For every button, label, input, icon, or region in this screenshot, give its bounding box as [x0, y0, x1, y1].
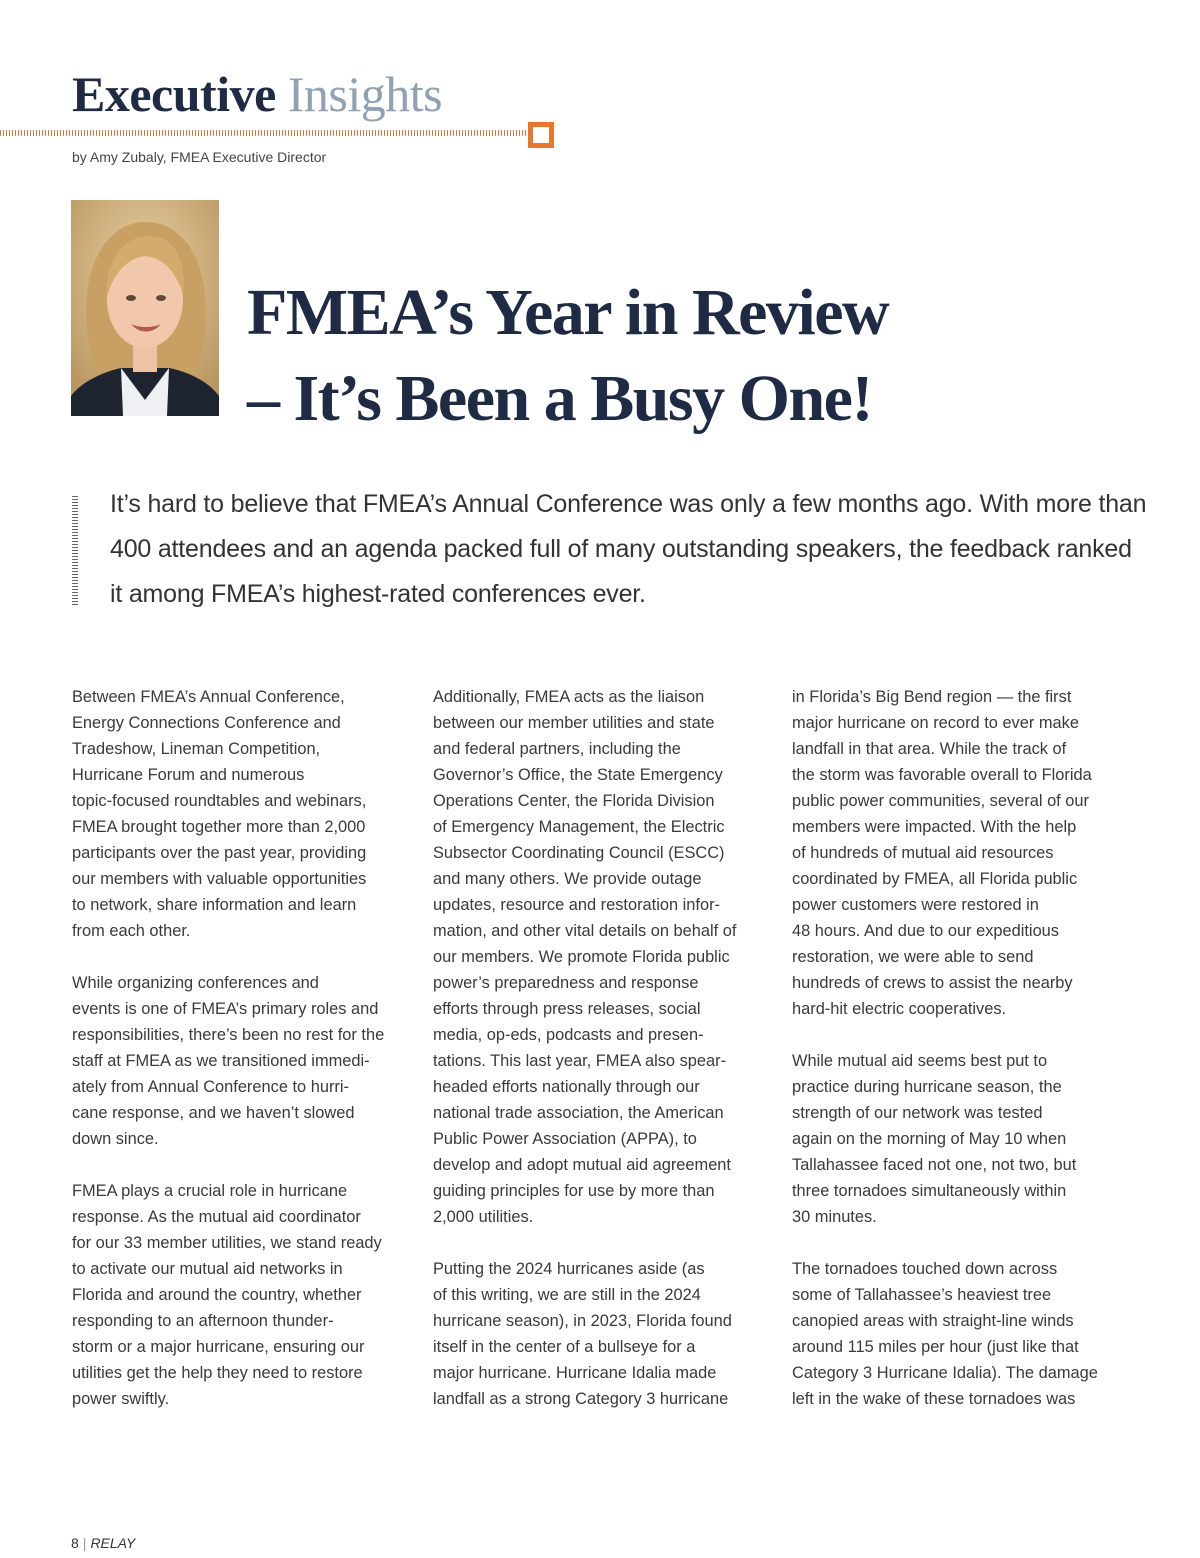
text-line: utilities get the help they need to restore [72, 1364, 363, 1382]
text-line: efforts through press releases, social [433, 1000, 701, 1018]
text-line: Additionally, FMEA acts as the liaison [433, 688, 705, 706]
text-line: topic-focused roundtables and webinars, [72, 792, 367, 810]
text-line: power’s preparedness and response [433, 974, 699, 992]
text-line: Between FMEA’s Annual Conference, [72, 688, 345, 706]
body-column-1 [72, 684, 417, 1438]
text-line: FMEA brought together more than 2,000 [72, 818, 366, 836]
text-line: landfall in that area. While the track of [792, 740, 1067, 758]
text-line: 30 minutes. [792, 1208, 877, 1226]
text-line: responsibilities, there’s been no rest for the [72, 1026, 385, 1044]
text-line: around 115 miles per hour (just like that [792, 1338, 1079, 1356]
text-line: staff at FMEA as we transitioned immedi- [72, 1052, 370, 1070]
text-line: our members with valuable opportunities [72, 870, 367, 888]
text-line: of hundreds of mutual aid resources [792, 844, 1054, 862]
text-line: While organizing conferences and [72, 974, 319, 992]
dotted-rule [0, 130, 530, 136]
section-kicker [72, 62, 442, 126]
text-line: ately from Annual Conference to hurri- [72, 1078, 349, 1096]
text-line: landfall as a strong Category 3 hurricane [433, 1390, 729, 1408]
author-portrait [71, 200, 219, 416]
kicker-bold: Executive [72, 66, 276, 122]
text-line: hard-hit electric cooperatives. [792, 1000, 1007, 1018]
text-line: Tradeshow, Lineman Competition, [72, 740, 321, 758]
text-line: major hurricane. Hurricane Idalia made [433, 1364, 717, 1382]
text-line: headed efforts nationally through our [433, 1078, 700, 1096]
text-line: Governor’s Office, the State Emergency [433, 766, 723, 784]
text-line: response. As the mutual aid coordinator [72, 1208, 361, 1226]
text-line: between our member utilities and state [433, 714, 715, 732]
text-line: from each other. [72, 922, 191, 940]
text-line: of this writing, we are still in the 2024 [433, 1286, 701, 1304]
text-line: national trade association, the American [433, 1104, 724, 1122]
text-line: practice during hurricane season, the [792, 1078, 1062, 1096]
text-line: again on the morning of May 10 when [792, 1130, 1067, 1148]
text-line: FMEA plays a crucial role in hurricane [72, 1182, 348, 1200]
text-line: cane response, and we haven’t slowed [72, 1104, 355, 1122]
text-line: for our 33 member utilities, we stand ready [72, 1234, 382, 1252]
byline: by Amy Zubaly, FMEA Executive Director [72, 149, 327, 165]
text-line: tations. This last year, FMEA also spear- [433, 1052, 727, 1070]
text-line: three tornadoes simultaneously within [792, 1182, 1067, 1200]
pull-quote-bar [72, 496, 78, 606]
text-line: 2,000 utilities. [433, 1208, 534, 1226]
text-line: Subsector Coordinating Council (ESCC) [433, 844, 725, 862]
kicker-light: Insights [287, 66, 443, 122]
text-line: left in the wake of these tornadoes was [792, 1390, 1076, 1408]
article-headline [247, 270, 888, 442]
text-line: public power communities, several of our [792, 792, 1089, 810]
text-line: Operations Center, the Florida Division [433, 792, 715, 810]
text-line: of Emergency Management, the Electric [433, 818, 725, 836]
text-line: canopied areas with straight-line winds [792, 1312, 1074, 1330]
text-line: The tornadoes touched down across [792, 1260, 1058, 1278]
text-line: Florida and around the country, whether [72, 1286, 362, 1304]
text-line: in Florida’s Big Bend region — the first [792, 688, 1072, 706]
text-line: Energy Connections Conference and [72, 714, 341, 732]
text-line: participants over the past year, providing [72, 844, 367, 862]
body-column-3 [792, 684, 1137, 1438]
text-line: coordinated by FMEA, all Florida public [792, 870, 1078, 888]
text-line: develop and adopt mutual aid agreement [433, 1156, 731, 1174]
text-line: power swiftly. [72, 1390, 170, 1408]
body-paragraph [792, 684, 1137, 1022]
page-number: 8 [71, 1535, 79, 1551]
text-line: updates, resource and restoration infor- [433, 896, 720, 914]
headline-line-1: FMEA’s Year in Review [247, 276, 889, 349]
text-line: and many others. We provide outage [433, 870, 702, 888]
text-line: events is one of FMEA’s primary roles and [72, 1000, 379, 1018]
text-line: strength of our network was tested [792, 1104, 1043, 1122]
text-line: to network, share information and learn [72, 896, 357, 914]
publication-name: RELAY [90, 1535, 136, 1551]
text-line: members were impacted. With the help [792, 818, 1077, 836]
text-line: media, op-eds, podcasts and presen- [433, 1026, 704, 1044]
text-line: down since. [72, 1130, 159, 1148]
text-line: While mutual aid seems best put to [792, 1052, 1048, 1070]
text-line: hundreds of crews to assist the nearby [792, 974, 1073, 992]
text-line: to activate our mutual aid networks in [72, 1260, 343, 1278]
body-column-2 [433, 684, 778, 1438]
portrait-illustration [71, 200, 219, 416]
text-line: responding to an afternoon thunder- [72, 1312, 334, 1330]
text-line: and federal partners, including the [433, 740, 681, 758]
body-paragraph [433, 1256, 778, 1412]
body-paragraph [72, 970, 417, 1152]
text-line: power customers were restored in [792, 896, 1039, 914]
body-paragraph [433, 684, 778, 1230]
text-line: Tallahassee faced not one, not two, but [792, 1156, 1077, 1174]
text-line: some of Tallahassee’s heaviest tree [792, 1286, 1052, 1304]
text-line: major hurricane on record to ever make [792, 714, 1079, 732]
footer-separator: | [82, 1535, 87, 1551]
text-line: Hurricane Forum and numerous [72, 766, 305, 784]
text-line: hurricane season), in 2023, Florida found [433, 1312, 732, 1330]
text-line: the storm was favorable overall to Florida [792, 766, 1092, 784]
body-paragraph [792, 1048, 1137, 1230]
text-line: restoration, we were able to send [792, 948, 1034, 966]
text-line: itself in the center of a bullseye for a [433, 1338, 696, 1356]
body-paragraph [72, 684, 417, 944]
headline-line-2: – It’s Been a Busy One! [247, 362, 872, 435]
text-line: Category 3 Hurricane Idalia). The damage [792, 1364, 1098, 1382]
body-paragraph [72, 1178, 417, 1412]
text-line: our members. We promote Florida public [433, 948, 730, 966]
page-footer [71, 1535, 135, 1551]
text-line: storm or a major hurricane, ensuring our [72, 1338, 365, 1356]
body-paragraph [792, 1256, 1137, 1412]
orange-square-ornament [528, 122, 554, 148]
text-line: Public Power Association (APPA), to [433, 1130, 697, 1148]
lead-paragraph: It’s hard to believe that FMEA’s Annual Conference was only a few months ago. With more than 400 attendees and an agenda packed full of many outstanding speakers, the feedback ranked it among FMEA’s highest-rated conferences ever. [110, 490, 1147, 608]
text-line: 48 hours. And due to our expeditious [792, 922, 1059, 940]
text-line: Putting the 2024 hurricanes aside (as [433, 1260, 705, 1278]
text-line: mation, and other vital details on behalf of [433, 922, 737, 940]
text-line: guiding principles for use by more than [433, 1182, 715, 1200]
